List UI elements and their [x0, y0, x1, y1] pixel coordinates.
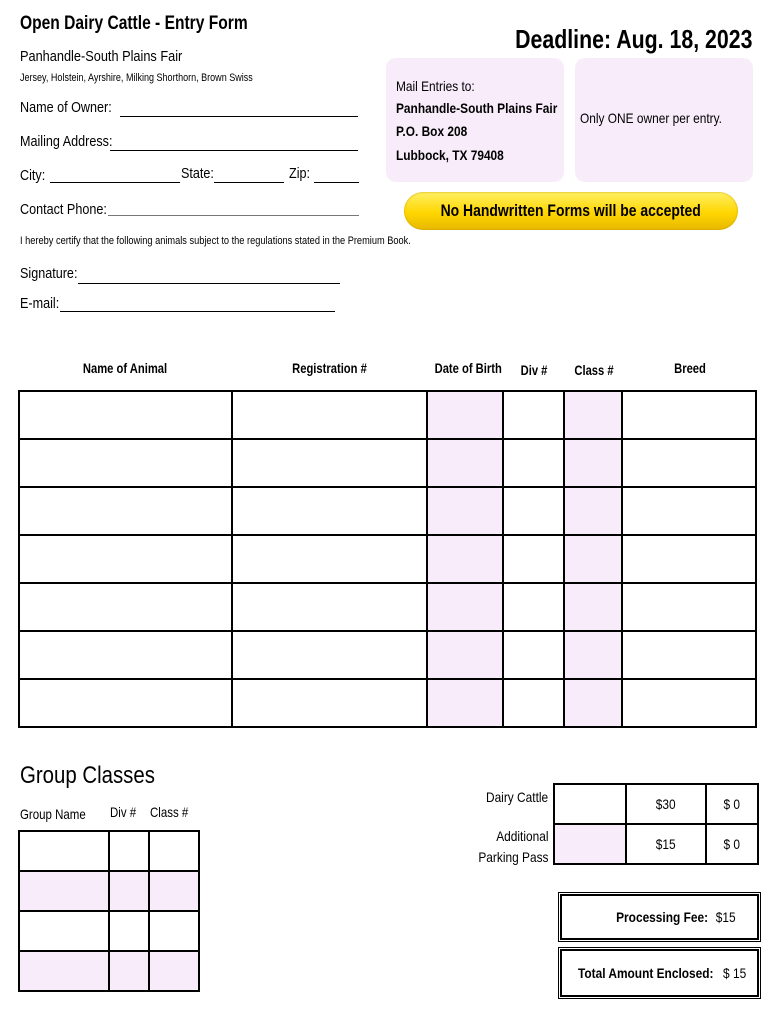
state-field[interactable]	[214, 182, 284, 183]
animal-cell[interactable]	[564, 535, 622, 583]
group-header-div: Div #	[110, 804, 137, 820]
fee-row-dairy	[554, 784, 758, 824]
table-row	[19, 391, 756, 439]
dairy-rate-cell: $30	[626, 784, 706, 824]
owner-note: Only ONE owner per entry.	[580, 110, 722, 126]
table-row	[19, 871, 199, 911]
header-date-of-birth: Date of Birth	[434, 360, 502, 376]
animal-cell[interactable]	[427, 391, 503, 439]
owner-name-field[interactable]	[120, 116, 358, 117]
animal-cell[interactable]	[564, 583, 622, 631]
email-label: E-mail:	[20, 295, 60, 312]
header-breed: Breed	[674, 360, 706, 376]
animal-cell[interactable]	[232, 679, 426, 727]
group-cell[interactable]	[109, 911, 149, 951]
parking-label-1: Additional	[495, 828, 548, 844]
parking-total-cell: $ 0	[706, 824, 758, 864]
animal-cell[interactable]	[503, 631, 565, 679]
animal-cell[interactable]	[503, 439, 565, 487]
header-registration: Registration #	[292, 360, 367, 376]
animal-cell[interactable]	[427, 631, 503, 679]
animal-cell[interactable]	[232, 439, 426, 487]
animal-cell[interactable]	[232, 535, 426, 583]
no-handwritten-banner	[404, 192, 738, 230]
email-field[interactable]	[60, 311, 335, 312]
animal-cell[interactable]	[503, 535, 565, 583]
group-cell[interactable]	[149, 871, 199, 911]
group-header-name: Group Name	[20, 806, 86, 822]
deadline-text: Deadline: Aug. 18, 2023	[514, 24, 752, 54]
header-animal-name: Name of Animal	[82, 360, 168, 376]
group-cell[interactable]	[19, 831, 109, 871]
animal-cell[interactable]	[19, 679, 232, 727]
parking-rate-cell: $15	[626, 824, 706, 864]
mail-entries-box	[386, 58, 564, 182]
dairy-qty-cell[interactable]	[554, 784, 626, 824]
form-title: Open Dairy Cattle - Entry Form	[20, 13, 248, 34]
animal-cell[interactable]	[564, 679, 622, 727]
animal-cell[interactable]	[503, 487, 565, 535]
animal-cell[interactable]	[427, 679, 503, 727]
animal-entry-table	[18, 390, 757, 728]
signature-label: Signature:	[20, 265, 78, 282]
group-classes-title: Group Classes	[20, 762, 155, 789]
mail-line-1: Panhandle-South Plains Fair	[396, 100, 558, 116]
table-row	[19, 951, 199, 991]
animal-cell[interactable]	[427, 439, 503, 487]
processing-fee-value: $15	[715, 909, 736, 925]
group-cell[interactable]	[149, 951, 199, 991]
contact-phone-label: Contact Phone:	[20, 201, 107, 218]
signature-field[interactable]	[78, 283, 340, 284]
city-field[interactable]	[50, 182, 180, 183]
breeds-list: Jersey, Holstein, Ayrshire, Milking Shorthorn, Brown Swiss	[20, 72, 253, 84]
animal-cell[interactable]	[232, 487, 426, 535]
animal-cell[interactable]	[427, 535, 503, 583]
animal-cell[interactable]	[564, 439, 622, 487]
table-row	[19, 831, 199, 871]
group-cell[interactable]	[109, 831, 149, 871]
total-amount-label: Total Amount Enclosed:	[577, 965, 714, 981]
animal-cell[interactable]	[622, 631, 756, 679]
animal-cell[interactable]	[622, 679, 756, 727]
animal-cell[interactable]	[503, 679, 565, 727]
animal-cell[interactable]	[503, 391, 565, 439]
table-row	[19, 631, 756, 679]
table-row	[19, 535, 756, 583]
state-label: State:	[181, 165, 214, 182]
mailing-address-field[interactable]	[110, 150, 358, 151]
animal-cell[interactable]	[19, 535, 232, 583]
mail-heading: Mail Entries to:	[396, 78, 475, 94]
animal-cell[interactable]	[427, 583, 503, 631]
group-cell[interactable]	[109, 951, 149, 991]
animal-cell[interactable]	[232, 391, 426, 439]
table-row	[19, 439, 756, 487]
total-amount-box	[560, 949, 759, 997]
processing-fee-label: Processing Fee:	[616, 909, 709, 925]
animal-cell[interactable]	[564, 391, 622, 439]
total-amount-value: $ 15	[723, 965, 747, 981]
animal-cell[interactable]	[19, 487, 232, 535]
certify-statement: I hereby certify that the following animals subject to the regulations stated in the Premium Book.	[20, 235, 411, 247]
animal-cell[interactable]	[19, 391, 232, 439]
animal-cell[interactable]	[503, 583, 565, 631]
group-cell[interactable]	[149, 831, 199, 871]
group-classes-table	[18, 830, 200, 992]
owner-name-label: Name of Owner:	[20, 99, 112, 116]
dairy-cattle-label: Dairy Cattle	[485, 789, 548, 805]
animal-cell[interactable]	[622, 487, 756, 535]
dairy-total-cell: $ 0	[706, 784, 758, 824]
animal-cell[interactable]	[427, 487, 503, 535]
mail-line-2: P.O. Box 208	[396, 123, 468, 139]
parking-qty-cell[interactable]	[554, 824, 626, 864]
mail-line-3: Lubbock, TX 79408	[396, 147, 504, 163]
animal-cell[interactable]	[232, 631, 426, 679]
animal-cell[interactable]	[622, 535, 756, 583]
fee-row-parking	[554, 824, 758, 864]
animal-cell[interactable]	[564, 631, 622, 679]
parking-label-2: Parking Pass	[477, 849, 548, 865]
mailing-address-label: Mailing Address:	[20, 133, 113, 150]
animal-cell[interactable]	[19, 631, 232, 679]
fee-table	[553, 783, 759, 865]
animal-cell[interactable]	[232, 583, 426, 631]
table-row	[19, 583, 756, 631]
animal-cell[interactable]	[19, 583, 232, 631]
table-row	[19, 911, 199, 951]
city-label: City:	[20, 167, 46, 184]
group-cell[interactable]	[19, 871, 109, 911]
processing-fee-box	[560, 894, 759, 940]
animal-cell[interactable]	[622, 439, 756, 487]
contact-phone-field[interactable]	[108, 215, 359, 216]
table-row	[19, 487, 756, 535]
banner-text: No Handwritten Forms will be accepted	[440, 201, 702, 220]
animal-cell[interactable]	[622, 583, 756, 631]
animal-cell[interactable]	[564, 487, 622, 535]
zip-field[interactable]	[314, 182, 359, 183]
group-cell[interactable]	[149, 911, 199, 951]
zip-label: Zip:	[289, 165, 311, 182]
group-cell[interactable]	[109, 871, 149, 911]
header-div: Div #	[520, 362, 548, 378]
animal-cell[interactable]	[622, 391, 756, 439]
table-row	[19, 679, 756, 727]
group-header-class: Class #	[150, 804, 189, 820]
group-cell[interactable]	[19, 951, 109, 991]
group-cell[interactable]	[19, 911, 109, 951]
owner-note-box	[575, 58, 753, 182]
animal-cell[interactable]	[19, 439, 232, 487]
fair-name: Panhandle-South Plains Fair	[20, 48, 183, 65]
header-class: Class #	[574, 362, 614, 378]
